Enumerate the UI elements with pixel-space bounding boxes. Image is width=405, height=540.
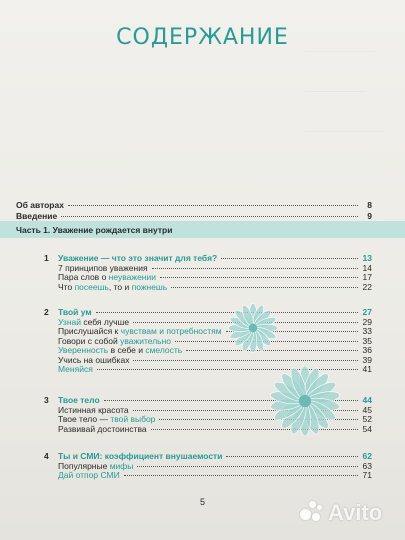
avito-logo-icon <box>300 501 324 525</box>
title-fragment: Уверенность <box>58 345 109 355</box>
toc-entry-page: 45 <box>362 404 372 415</box>
title-fragment: уважительно <box>120 335 172 346</box>
title-fragment: , то и <box>108 281 132 292</box>
title-fragment: Узнай <box>58 316 81 327</box>
toc-entry-page: 14 <box>362 262 372 273</box>
dot-leader <box>152 268 358 269</box>
chapter-number: 3 <box>44 395 49 405</box>
chapter-number: 1 <box>44 253 49 263</box>
chapter-heading-title: Твой ум <box>58 307 92 317</box>
dot-leader <box>133 360 358 361</box>
toc-entry-page: 8 <box>367 200 372 210</box>
toc-entry-page: 9 <box>367 211 372 221</box>
toc-entry-title <box>58 355 131 365</box>
avito-watermark <box>300 500 382 526</box>
bleed-through-text <box>285 40 405 180</box>
toc-entry-title <box>58 424 149 434</box>
dot-leader <box>221 258 358 259</box>
chapter-heading-page: 62 <box>362 451 372 461</box>
toc-entry <box>58 461 372 471</box>
title-fragment: Прислушайся к <box>58 326 121 336</box>
watermark-text: Avito <box>328 500 383 525</box>
title-fragment: Меняйся <box>58 364 93 374</box>
page-number: 5 <box>199 497 205 507</box>
title-fragment: твой выбор <box>110 414 156 424</box>
title-fragment: Твое тело — <box>58 414 111 424</box>
dot-leader <box>160 277 358 278</box>
page-title: СОДЕРЖАНИЕ <box>116 25 289 50</box>
toc-entry <box>16 200 372 210</box>
title-fragment: Развивай достоинства <box>58 423 147 434</box>
toc-entry-title <box>58 272 158 282</box>
title-fragment: неуважении <box>108 272 156 282</box>
toc-entry <box>58 470 372 480</box>
title-fragment: себя лучше <box>81 316 130 327</box>
toc-entry-title <box>58 317 131 327</box>
toc-entry-title: Об авторах <box>16 200 64 210</box>
toc-entry-title <box>58 282 169 292</box>
dot-leader <box>68 205 358 206</box>
dot-leader <box>124 475 358 476</box>
toc-entry-page: 22 <box>362 281 372 292</box>
toc-entry-page: 29 <box>362 316 372 327</box>
toc-entry-page: 17 <box>362 272 372 282</box>
dot-leader <box>226 456 358 457</box>
toc-entry-title <box>58 470 122 480</box>
toc-entry <box>58 355 372 365</box>
title-fragment: Популярные <box>58 460 110 471</box>
chapter-number: 4 <box>44 451 49 461</box>
toc-entry-title <box>58 364 95 374</box>
dot-leader <box>171 287 358 288</box>
toc-entry-page: 54 <box>362 423 372 434</box>
toc-entry-title <box>58 461 135 471</box>
toc-entry <box>58 345 372 355</box>
title-fragment: 7 принципов уважения <box>58 262 148 273</box>
chapter-heading-page: 44 <box>362 395 372 405</box>
toc-entry-page: 52 <box>362 414 372 424</box>
dot-leader <box>96 312 358 313</box>
title-fragment: мифы <box>109 460 134 471</box>
large-flower-illustration <box>270 366 340 436</box>
toc-entry-title <box>58 326 224 336</box>
toc-entry-title <box>58 345 184 355</box>
title-fragment: Истинная красота <box>58 404 129 415</box>
dot-leader <box>137 466 358 467</box>
toc-entry <box>58 282 372 292</box>
title-fragment: пожнешь <box>131 281 168 292</box>
toc-entry <box>58 326 372 336</box>
toc-entry-page: 39 <box>362 354 372 365</box>
chapter-number: 2 <box>44 307 49 317</box>
title-fragment: в себе и <box>108 345 146 355</box>
toc-entry-page: 71 <box>362 470 372 480</box>
flower-center <box>299 395 311 407</box>
flower-center <box>249 324 258 333</box>
title-fragment: Говори с собой <box>58 335 121 346</box>
title-fragment: смелость <box>145 345 183 355</box>
toc-entry <box>58 272 372 282</box>
toc-entry-title: Введение <box>16 211 58 221</box>
toc-entry <box>58 263 372 273</box>
chapter-heading-page: 27 <box>362 307 372 317</box>
toc-entry-title <box>58 405 131 415</box>
toc-entry-page: 33 <box>362 326 372 336</box>
toc-entry-title <box>58 336 173 346</box>
part-title: Часть 1. Уважение рождается внутри <box>16 225 173 235</box>
toc-entry-page: 35 <box>362 335 372 346</box>
title-fragment: чувствам и потребностям <box>120 326 222 336</box>
toc-entry-page: 63 <box>362 460 372 471</box>
toc-entry <box>58 317 372 327</box>
dot-leader <box>61 216 358 217</box>
toc-entry-page: 36 <box>362 345 372 355</box>
toc-entry <box>16 211 372 221</box>
toc-entry-page: 41 <box>362 364 372 374</box>
chapter-heading-page: 13 <box>362 253 372 263</box>
chapter-heading-title: Уважение — что это значит для тебя? <box>58 253 218 263</box>
toc-entry-title <box>58 263 150 273</box>
toc-entry <box>58 336 372 346</box>
title-fragment: Дай отпор СМИ <box>58 470 120 480</box>
chapter-heading-title: Ты и СМИ: коэффициент внушаемости <box>58 451 223 461</box>
chapter-heading-title: Твое тело <box>58 395 100 405</box>
small-flower-illustration <box>228 303 278 353</box>
toc-entry-title <box>58 414 157 424</box>
title-fragment: Что <box>58 281 75 292</box>
title-fragment: посеешь <box>74 281 109 292</box>
title-fragment: Пара слов о <box>58 272 109 282</box>
chapter-heading <box>58 253 372 263</box>
title-fragment: Учись на ошибках <box>58 354 130 365</box>
chapter-heading <box>58 451 372 461</box>
chapter-heading <box>58 307 372 317</box>
